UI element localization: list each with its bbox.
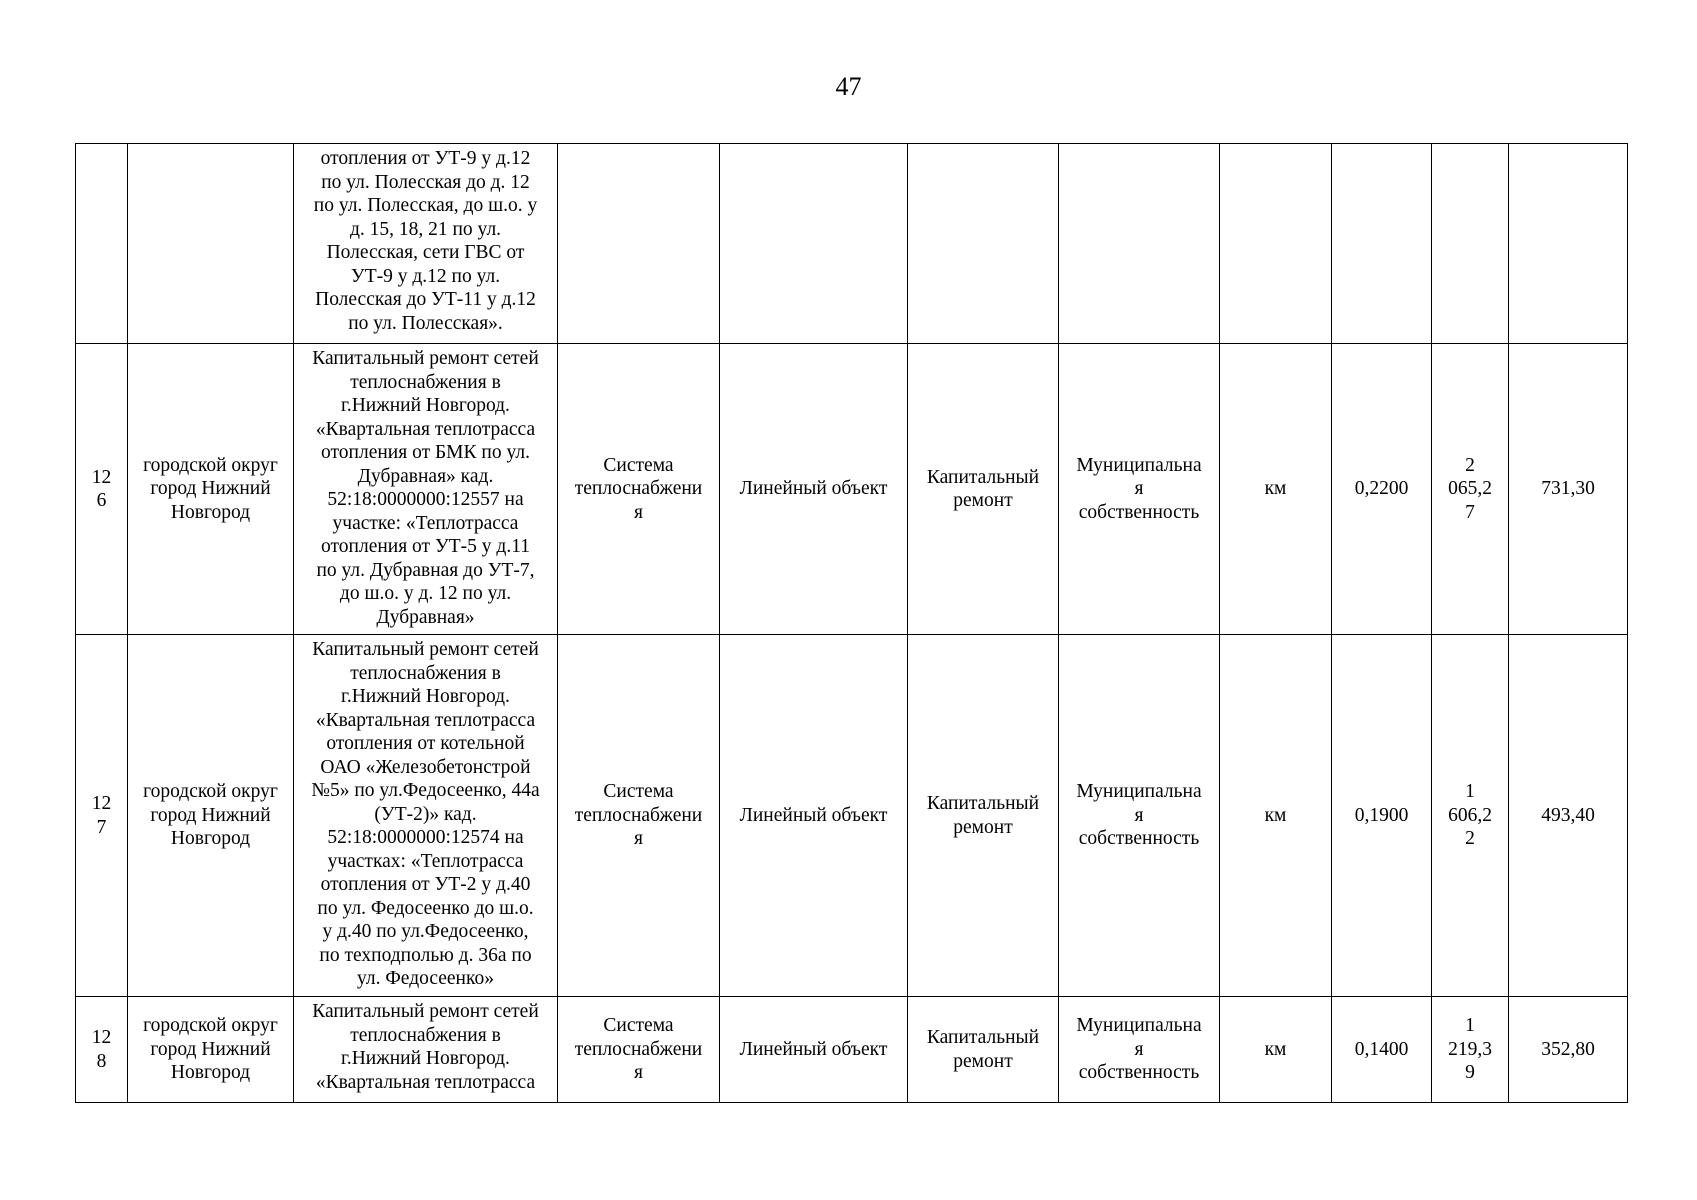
- description-line: 52:18:0000000:12574 на: [327, 827, 524, 848]
- cost-line: 219,3: [1448, 1038, 1492, 1060]
- work-type-cell: [908, 144, 1059, 344]
- system-line: теплоснабжени: [574, 804, 703, 826]
- object-type-cell: Линейный объект: [720, 344, 908, 635]
- description-line: отопления от УТ-2 у д.40: [320, 874, 531, 895]
- location-line: город Нижний: [150, 478, 271, 500]
- description-line: теплоснабжения в: [350, 1024, 501, 1046]
- system-line: теплоснабжени: [574, 478, 703, 500]
- system-cell: [558, 344, 720, 635]
- description-line: по ул. Дубравная до УТ-7,: [316, 559, 535, 581]
- ownership-line: Муниципальна: [1076, 1015, 1202, 1037]
- work-type-line: ремонт: [953, 1050, 1013, 1072]
- ownership-line: я: [1134, 804, 1144, 826]
- location-line: Новгород: [170, 828, 251, 850]
- system-line: я: [634, 828, 643, 850]
- cost-line: 2: [1465, 454, 1475, 476]
- cost-line: 1: [1465, 781, 1475, 803]
- description-line: по ул. Полесская до д. 12: [321, 171, 530, 193]
- table-row: [76, 144, 1628, 344]
- description-line: «Квартальная теплотрасса: [315, 418, 536, 440]
- work-type-cell: [908, 344, 1059, 635]
- work-type-line: ремонт: [953, 816, 1013, 838]
- description-line: г.Нижний Новгород.: [341, 395, 510, 416]
- unit-cell: км: [1220, 997, 1332, 1103]
- length-cell: [1332, 144, 1432, 344]
- location-cell: [128, 344, 294, 635]
- system-line: я: [634, 501, 643, 523]
- work-type-cell: [908, 635, 1059, 997]
- description-line: ОАО «Железобетонстрой: [320, 756, 531, 778]
- description-line: УТ-9 у д.12 по ул.: [350, 265, 501, 287]
- total-cell: [1509, 144, 1628, 344]
- description-line: участках: «Теплотрасса: [327, 850, 524, 872]
- work-type-cell: [908, 997, 1059, 1103]
- cost-cell: [1432, 144, 1509, 344]
- location-line: городской округ: [143, 781, 278, 803]
- location-line: город Нижний: [150, 804, 271, 826]
- description-line: теплоснабжения в: [350, 662, 501, 684]
- location-cell: [128, 635, 294, 997]
- ownership-line: собственность: [1078, 828, 1200, 850]
- description-line: д. 15, 18, 21 по ул.: [349, 218, 502, 240]
- ownership-cell: [1059, 997, 1220, 1103]
- unit-cell: [1220, 144, 1332, 344]
- table-body: [76, 144, 1628, 1103]
- system-line: Система: [603, 454, 674, 476]
- row-number-line: 6: [96, 490, 107, 511]
- system-line: Система: [603, 1015, 674, 1037]
- description-line: Полесская до УТ-11 у д.12: [315, 289, 536, 310]
- row-number-line: 12: [91, 793, 112, 814]
- description-cell: [294, 344, 558, 635]
- description-line: г.Нижний Новгород.: [341, 686, 510, 707]
- description-line: Полесская, сети ГВС от: [326, 242, 525, 263]
- cost-cell: [1432, 997, 1509, 1103]
- total-cell: 731,30: [1509, 344, 1628, 635]
- system-line: я: [634, 1062, 643, 1084]
- cost-line: 9: [1465, 1062, 1475, 1084]
- description-line: у д.40 по ул.Федосеенко,: [322, 921, 529, 942]
- description-line: Капитальный ремонт сетей: [312, 639, 539, 660]
- length-cell: 0,2200: [1332, 344, 1432, 635]
- cost-line: 2: [1465, 828, 1475, 850]
- description-line: по ул. Полесская».: [348, 312, 503, 334]
- row-number-line: 12: [91, 1027, 112, 1048]
- ownership-cell: [1059, 635, 1220, 997]
- location-line: городской округ: [143, 454, 278, 476]
- total-cell: 493,40: [1509, 635, 1628, 997]
- total-cell: 352,80: [1509, 997, 1628, 1103]
- row-number-cell: [76, 635, 128, 997]
- unit-cell: км: [1220, 344, 1332, 635]
- object-type-cell: Линейный объект: [720, 635, 908, 997]
- unit-cell: км: [1220, 635, 1332, 997]
- location-line: город Нижний: [150, 1038, 271, 1060]
- description-line: по техподполью д. 36а по: [319, 944, 532, 966]
- length-cell: 0,1900: [1332, 635, 1432, 997]
- row-number-line: 12: [91, 466, 112, 488]
- location-line: Новгород: [170, 1062, 251, 1084]
- description-line: ул. Федосеенко»: [357, 968, 494, 989]
- location-line: городской округ: [143, 1015, 278, 1037]
- ownership-line: я: [1134, 1038, 1144, 1060]
- description-line: Капитальный ремонт сетей: [312, 348, 539, 369]
- system-line: Система: [603, 781, 674, 803]
- system-cell: [558, 635, 720, 997]
- description-line: отопления от УТ-9 у д.12: [320, 148, 531, 169]
- description-line: №5» по ул.Федосеенко, 44а: [311, 780, 540, 801]
- cost-line: 1: [1465, 1015, 1475, 1037]
- description-line: отопления от котельной: [326, 733, 525, 754]
- row-number-cell: [76, 344, 128, 635]
- ownership-cell: [1059, 144, 1220, 344]
- ownership-line: Муниципальна: [1076, 781, 1202, 803]
- row-number-line: 7: [96, 816, 107, 838]
- work-type-line: ремонт: [953, 490, 1013, 511]
- description-line: по ул. Федосеенко до ш.о.: [317, 897, 534, 919]
- description-line: Дубравная»: [376, 606, 475, 628]
- description-cell: [294, 144, 558, 344]
- description-cell: [294, 997, 558, 1103]
- cost-line: 606,2: [1448, 804, 1492, 826]
- cost-line: 065,2: [1448, 478, 1492, 500]
- description-line: отопления от УТ-5 у д.11: [321, 536, 530, 557]
- object-type-cell: Линейный объект: [720, 997, 908, 1103]
- cost-cell: [1432, 344, 1509, 635]
- ownership-line: собственность: [1078, 1062, 1200, 1084]
- description-line: (УТ-2)» кад.: [374, 803, 477, 825]
- length-cell: 0,1400: [1332, 997, 1432, 1103]
- table-row: [76, 344, 1628, 635]
- location-cell: [128, 997, 294, 1103]
- ownership-cell: [1059, 344, 1220, 635]
- table-row: [76, 997, 1628, 1103]
- object-type-cell: [720, 144, 908, 344]
- ownership-line: собственность: [1078, 501, 1200, 523]
- cost-line: 7: [1465, 501, 1475, 523]
- row-number-line: 8: [96, 1050, 107, 1072]
- description-line: «Квартальная теплотрасса: [315, 709, 536, 731]
- description-line: «Квартальная теплотрасса: [315, 1071, 536, 1093]
- work-type-line: Капитальный: [926, 793, 1040, 814]
- work-type-line: Капитальный: [926, 1027, 1040, 1048]
- table-row: [76, 635, 1628, 997]
- page-number: 47: [835, 72, 862, 101]
- system-line: теплоснабжени: [574, 1038, 703, 1060]
- description-line: теплоснабжения в: [350, 371, 501, 393]
- description-line: Дубравная» кад.: [357, 465, 494, 487]
- description-line: по ул. Полесская, до ш.о. у: [313, 195, 538, 216]
- description-line: 52:18:0000000:12557 на: [327, 489, 524, 510]
- works-table: [75, 143, 1628, 1103]
- location-cell: [128, 144, 294, 344]
- row-number-cell: [76, 997, 128, 1103]
- work-type-line: Капитальный: [926, 466, 1040, 488]
- description-cell: [294, 635, 558, 997]
- description-line: г.Нижний Новгород.: [341, 1048, 510, 1069]
- row-number-cell: [76, 144, 128, 344]
- description-line: участке: «Теплотрасса: [332, 512, 519, 534]
- description-line: до ш.о. у д. 12 по ул.: [339, 583, 512, 604]
- description-line: Капитальный ремонт сетей: [312, 1001, 539, 1022]
- system-cell: [558, 997, 720, 1103]
- ownership-line: Муниципальна: [1076, 454, 1202, 476]
- system-cell: [558, 144, 720, 344]
- location-line: Новгород: [170, 501, 251, 523]
- cost-cell: [1432, 635, 1509, 997]
- ownership-line: я: [1134, 478, 1144, 500]
- description-line: отопления от БМК по ул.: [321, 442, 530, 463]
